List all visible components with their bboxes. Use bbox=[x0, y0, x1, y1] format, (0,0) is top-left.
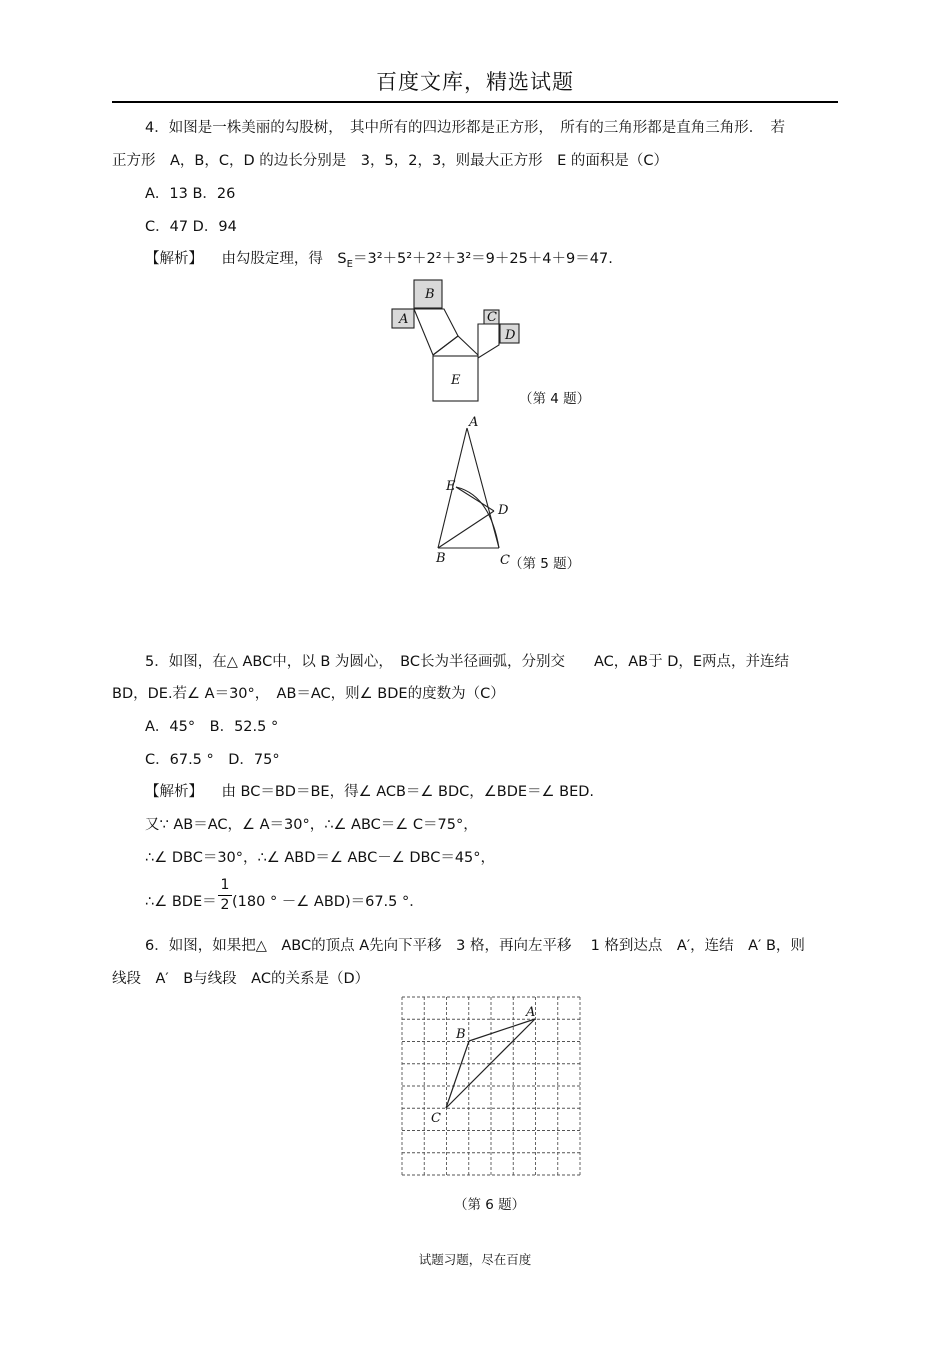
q4-options-ab: A．13 B．26 bbox=[145, 186, 236, 202]
figure-4-pythagoras-tree bbox=[385, 278, 535, 408]
fig5-label-C: C bbox=[500, 553, 510, 568]
fraction-denominator: 2 bbox=[220, 897, 230, 913]
figure-5-triangle bbox=[430, 412, 520, 572]
fig4-label-D: D bbox=[505, 328, 516, 343]
fig6-label-A: A bbox=[526, 1005, 536, 1020]
fig5-label-E: E bbox=[446, 479, 456, 494]
fraction-bar bbox=[218, 895, 232, 896]
q4-analysis bbox=[145, 247, 613, 270]
page-header: 百度文库，精选试题 bbox=[376, 70, 574, 94]
fig4-label-E: E bbox=[451, 373, 461, 388]
fraction-numerator: 1 bbox=[220, 877, 230, 893]
fig5-label-D: D bbox=[498, 503, 509, 518]
q5-line-2: BD，DE.若∠ A＝30°， AB＝AC，则∠ BDE的度数为（C） bbox=[112, 686, 505, 702]
fig4-label-B: B bbox=[425, 287, 435, 302]
q6-line-2: 线段 A′ B与线段 AC的关系是（D） bbox=[112, 971, 370, 987]
q5-analysis-2: 又∵ AB＝AC，∠ A＝30°，∴∠ ABC＝∠ C＝75°， bbox=[145, 817, 478, 833]
figure-6-grid-triangle bbox=[398, 994, 584, 1180]
header-rule bbox=[112, 101, 838, 103]
q6-line-1: 6．如图，如果把△ ABC的顶点 A先向下平移 3 格，再向左平移 1 格到达点 A′，连结 A′ B，则 bbox=[145, 938, 805, 954]
q5-analysis-4-pre: ∴∠ BDE＝ bbox=[145, 894, 217, 910]
q4-line-2: 正方形 A，B，C，D 的边长分别是 3，5，2，3，则最大正方形 E 的面积是（C） bbox=[112, 153, 669, 169]
q4-line-1: 4．如图是一株美丽的勾股树， 其中所有的四边形都是正方形， 所有的三角形都是直角三角形． 若 bbox=[145, 120, 785, 136]
analysis-subscript: E bbox=[346, 258, 353, 270]
q5-analysis-1 bbox=[145, 780, 594, 801]
fraction-one-half bbox=[218, 877, 232, 914]
fig6-label-B: B bbox=[456, 1027, 466, 1042]
analysis-equation: ＝3²＋5²＋2²＋3²＝9＋25＋4＋9＝47. bbox=[352, 251, 613, 267]
fig4-label-C: C bbox=[487, 310, 497, 325]
fig5-label-B: B bbox=[436, 551, 446, 566]
q5-analysis-4-post: (180 ° －∠ ABD)＝67.5 °． bbox=[232, 894, 424, 910]
q4-options-cd: C．47 D．94 bbox=[145, 219, 237, 235]
figure-4-caption: （第 4 题） bbox=[519, 391, 591, 407]
q5-options-cd: C．67.5 ° D．75° bbox=[145, 752, 280, 768]
page-footer: 试题习题，尽在百度 bbox=[418, 1252, 532, 1267]
square-CD-parent bbox=[478, 324, 499, 358]
analysis-tag: 【解析】 bbox=[145, 251, 203, 267]
q5-line-1: 5．如图，在△ ABC中，以 B 为圆心， BC长为半径画弧，分别交 AC，AB于 D，E两点，并连结 bbox=[145, 654, 790, 670]
fig4-label-A: A bbox=[399, 312, 409, 327]
figure-6-caption: （第 6 题） bbox=[454, 1197, 526, 1213]
analysis-tag: 【解析】 bbox=[145, 784, 203, 800]
analysis-text: 由 BC＝BD＝BE，得∠ ACB＝∠ BDC，∠BDE＝∠ BED. bbox=[221, 784, 595, 800]
fig6-label-C: C bbox=[431, 1111, 441, 1126]
q5-analysis-3: ∴∠ DBC＝30°，∴∠ ABD＝∠ ABC－∠ DBC＝45°， bbox=[145, 850, 496, 866]
q5-options-ab: A．45° B．52.5 ° bbox=[145, 719, 279, 735]
figure-5-caption: （第 5 题） bbox=[509, 556, 581, 572]
fig5-label-A: A bbox=[469, 415, 479, 430]
square-AB-parent bbox=[414, 309, 458, 355]
analysis-text: 由勾股定理，得 S bbox=[221, 251, 347, 267]
